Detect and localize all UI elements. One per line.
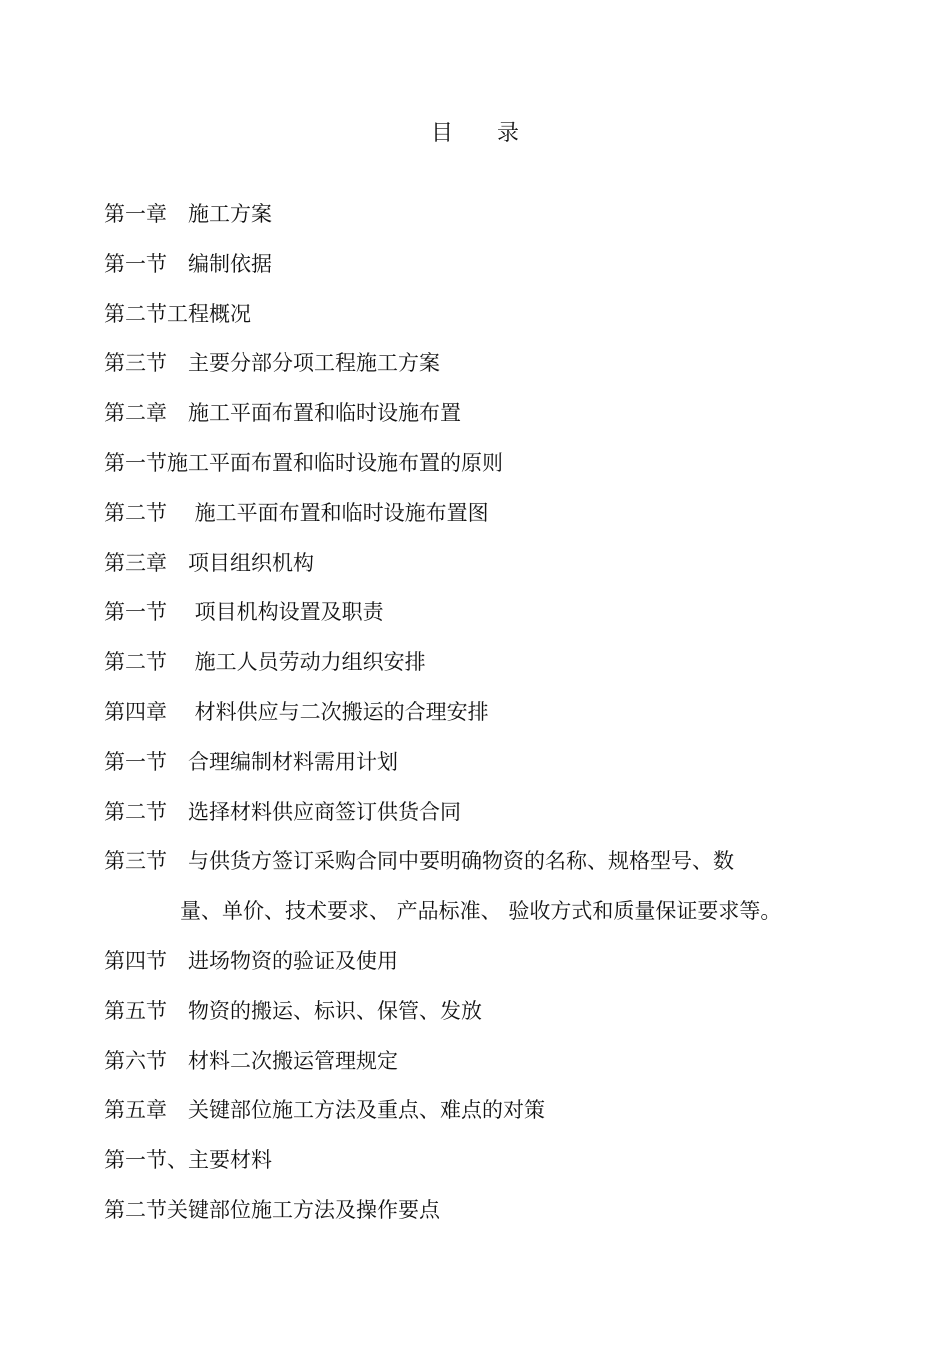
toc-entry: 第一节 项目机构设置及职责: [104, 600, 384, 625]
toc-entry: 第三章 项目组织机构: [104, 550, 314, 575]
toc-entry: 第二节 施工平面布置和临时设施布置图: [104, 500, 489, 525]
toc-entry-continuation: 量、单价、技术要求、 产品标准、 验收方式和质量保证要求等。: [180, 899, 782, 924]
toc-list: [104, 198, 904, 1244]
toc-entry: 第一节、主要材料: [104, 1148, 272, 1173]
toc-entry: 第三节 与供货方签订采购合同中要明确物资的名称、规格型号、数: [104, 849, 734, 874]
toc-entry: 第二节工程概况: [104, 301, 251, 326]
toc-entry: 第五章 关键部位施工方法及重点、难点的对策: [104, 1098, 545, 1123]
toc-entry: 第四章 材料供应与二次搬运的合理安排: [104, 699, 489, 724]
toc-entry: 第一节施工平面布置和临时设施布置的原则: [104, 450, 503, 475]
toc-entry: 第一章 施工方案: [104, 202, 272, 226]
toc-entry: 第二节关键部位施工方法及操作要点: [104, 1197, 440, 1222]
toc-entry: 第一节 合理编制材料需用计划: [104, 749, 398, 774]
toc-entry: 第三节 主要分部分项工程施工方案: [104, 351, 440, 376]
toc-entry: 第五节 物资的搬运、标识、保管、发放: [104, 998, 482, 1023]
toc-entry: 第二节 施工人员劳动力组织安排: [104, 650, 426, 675]
toc-title: 目 录: [430, 121, 519, 146]
toc-entry: 第二章 施工平面布置和临时设施布置: [104, 401, 461, 426]
toc-entry: 第六节 材料二次搬运管理规定: [104, 1048, 398, 1073]
toc-entry: 第一节 编制依据: [104, 251, 272, 276]
toc-entry: 第二节 选择材料供应商签订供货合同: [104, 799, 461, 824]
toc-entry: 第四节 进场物资的验证及使用: [104, 948, 398, 973]
